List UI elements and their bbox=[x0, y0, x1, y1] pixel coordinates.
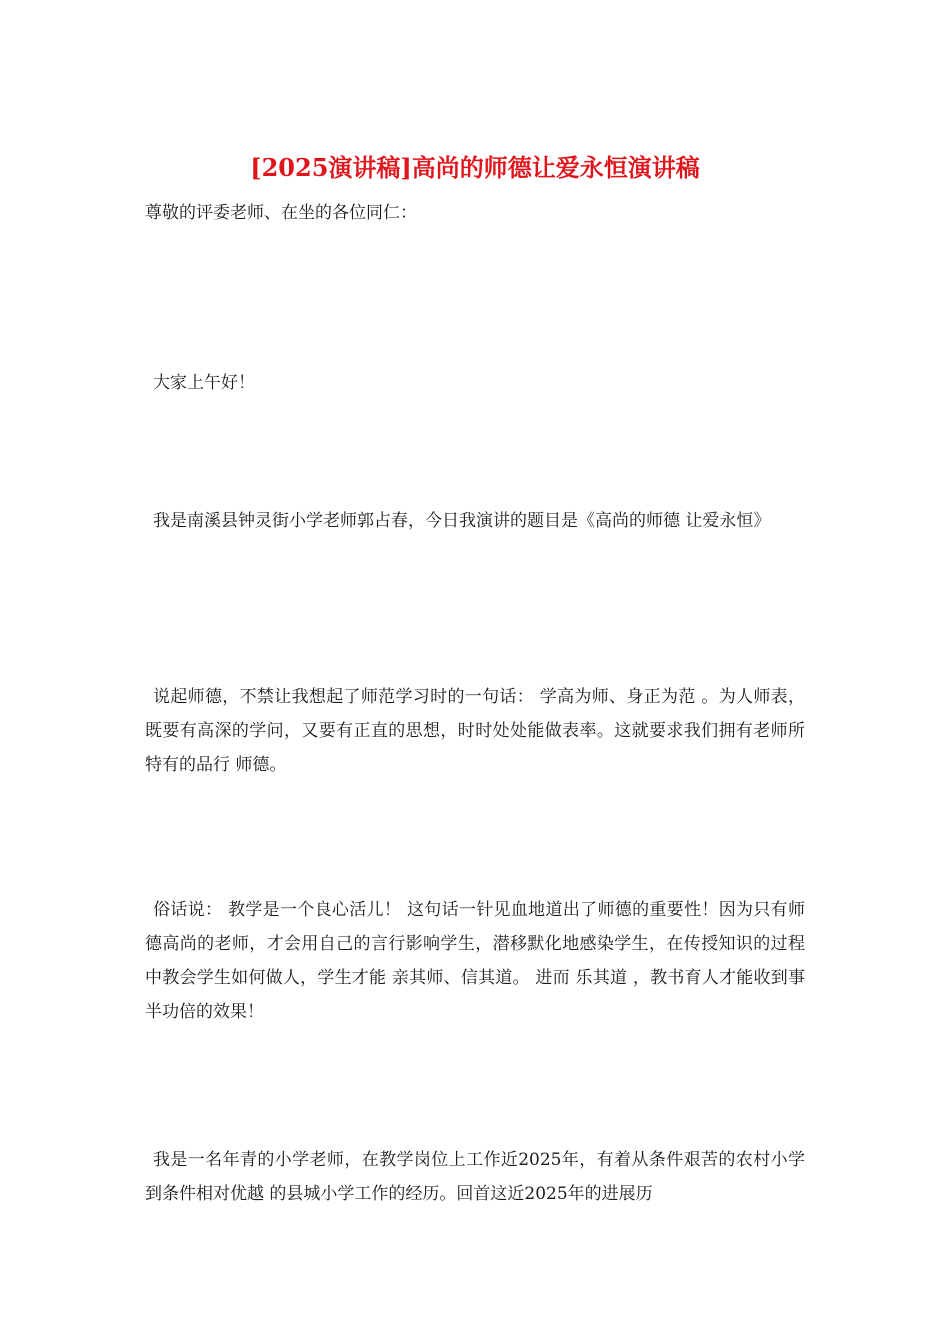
paragraph-4: 俗话说： 教学是一个良心活儿！ 这句话一针见血地道出了师德的重要性！因为只有师德高尚的老师，才会用自己的言行影响学生，潜移默化地感染学生，在传授知识的过程中教会学生如何做人，学生才能 亲其师、信其道。 进而 乐其道 ，教书育人才能收到事半功倍的效果！ bbox=[145, 900, 805, 1022]
paragraph-2: 我是南溪县钟灵街小学老师郭占春，今日我演讲的题目是《高尚的师德 让爱永恒》 bbox=[153, 511, 771, 531]
greeting-line: 尊敬的评委老师、在坐的各位同仁： bbox=[145, 203, 417, 223]
paragraph-1: 大家上午好！ bbox=[153, 373, 255, 393]
paragraph-3: 说起师德，不禁让我想起了师范学习时的一句话： 学高为师、身正为范 。为人师表，既要有高深的学问，又要有正直的思想，时时处处能做表率。这就要求我们拥有老师所特有的品行 师德。 bbox=[145, 687, 805, 775]
document-title: [2025演讲稿]高尚的师德让爱永恒演讲稿 bbox=[250, 153, 700, 182]
paragraph-5: 我是一名年青的小学老师，在教学岗位上工作近2025年，有着从条件艰苦的农村小学到条件相对优越 的县城小学工作的经历。回首这近2025年的进展历 bbox=[145, 1150, 805, 1204]
